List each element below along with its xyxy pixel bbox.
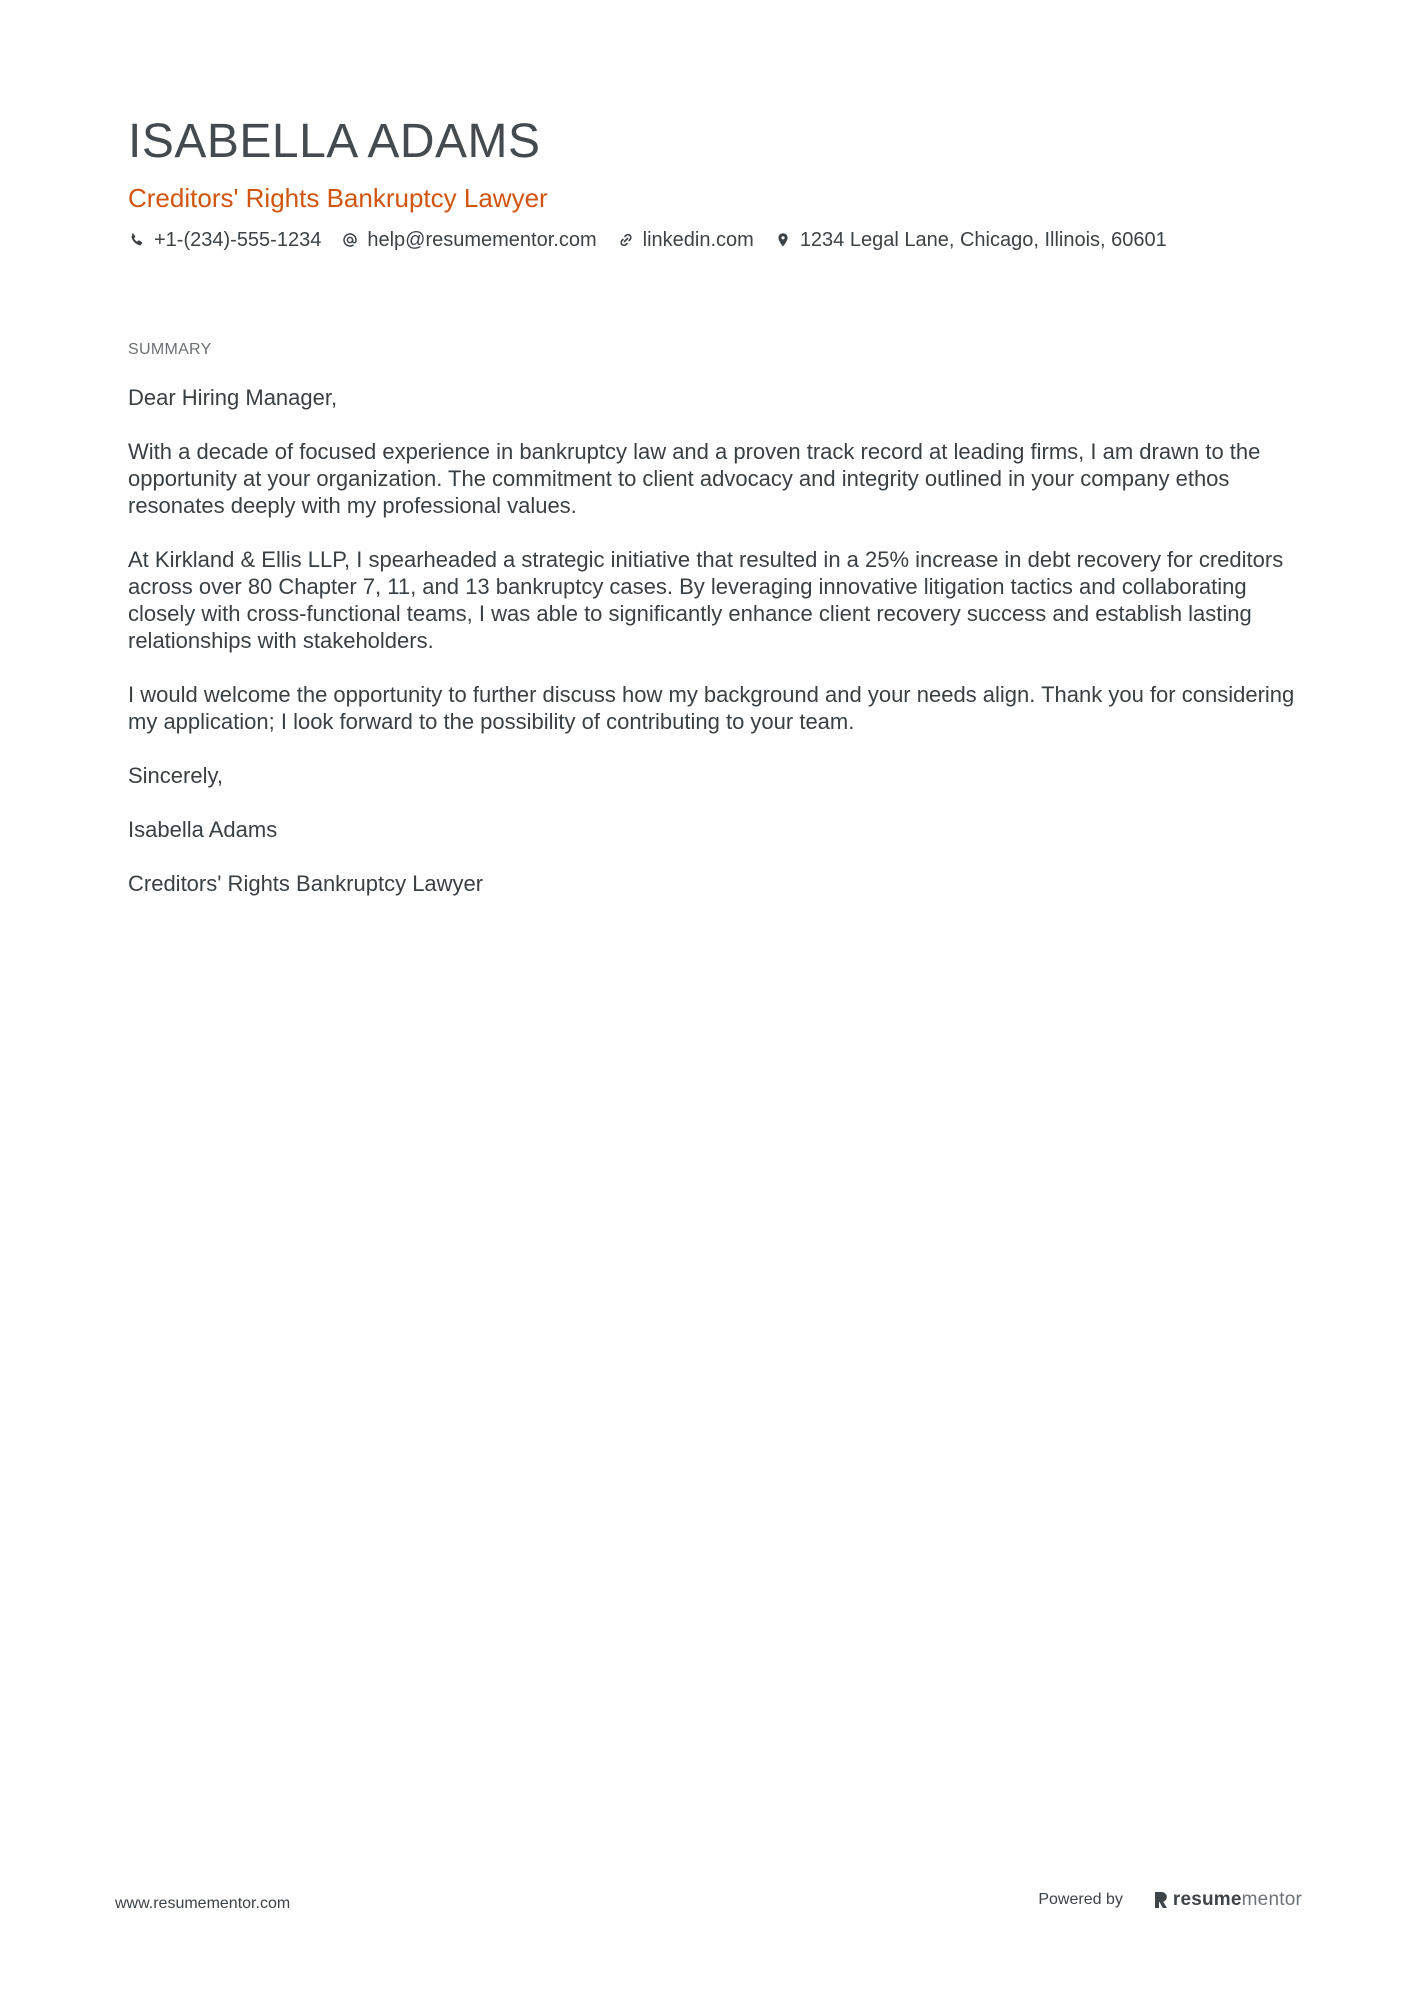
letter-salutation: Dear Hiring Manager, [128,385,338,410]
contact-linkedin[interactable] [617,227,754,253]
job-title: Creditors' Rights Bankruptcy Lawyer [128,183,548,213]
candidate-name: ISABELLA ADAMS [128,115,541,168]
powered-by-label: Powered by [1038,1891,1123,1908]
phone-icon [128,231,146,249]
brand-logo-icon [1153,1890,1169,1910]
contact-email-text[interactable]: help@resumementor.com [367,229,597,251]
contact-phone [128,227,321,253]
footer-website-link[interactable]: www.resumementor.com [115,1895,291,1912]
brand-text-resume: resume [1172,1889,1242,1910]
contact-email[interactable] [341,227,596,253]
link-icon [617,231,635,249]
contact-bar [128,227,1288,253]
letter-signature-name: Isabella Adams [128,817,278,842]
footer-powered-by [1038,1890,1302,1910]
contact-linkedin-text[interactable]: linkedin.com [642,229,754,251]
header [128,112,1288,253]
letter-closing: Sincerely, [128,763,223,788]
contact-address-text: 1234 Legal Lane, Chicago, Illinois, 60601 [799,229,1167,251]
at-icon [341,231,359,249]
contact-address [774,227,1167,253]
letter-body [128,384,1298,924]
letter-paragraph: I would welcome the opportunity to further discuss how my background and your needs align. Thank you for considering my application; I look forward to the possibility of contributing to your team. [128,682,1295,734]
contact-phone-text: +1-(234)-555-1234 [154,229,322,251]
brand-logo[interactable] [1153,1890,1302,1910]
section-label-summary: SUMMARY [128,341,212,358]
brand-text-mentor: mentor [1241,1889,1302,1910]
letter-paragraph: At Kirkland & Ellis LLP, I spearheaded a strategic initiative that resulted in a 25% increase in debt recovery for creditors across over 80 Chapter 7, 11, and 13 bankruptcy cases. By leveraging innovative litigation tactics and collaborating closely with cross-functional teams, I was able to significantly enhance client recovery success and establish lasting relationships with stakeholders. [128,547,1284,653]
letter-paragraph: With a decade of focused experience in bankruptcy law and a proven track record at leading firms, I am drawn to the opportunity at your organization. The commitment to client advocacy and integrity outlined in your company ethos resonates deeply with my professional values. [128,439,1261,518]
location-pin-icon [774,231,792,249]
letter-signature-title: Creditors' Rights Bankruptcy Lawyer [128,871,484,896]
